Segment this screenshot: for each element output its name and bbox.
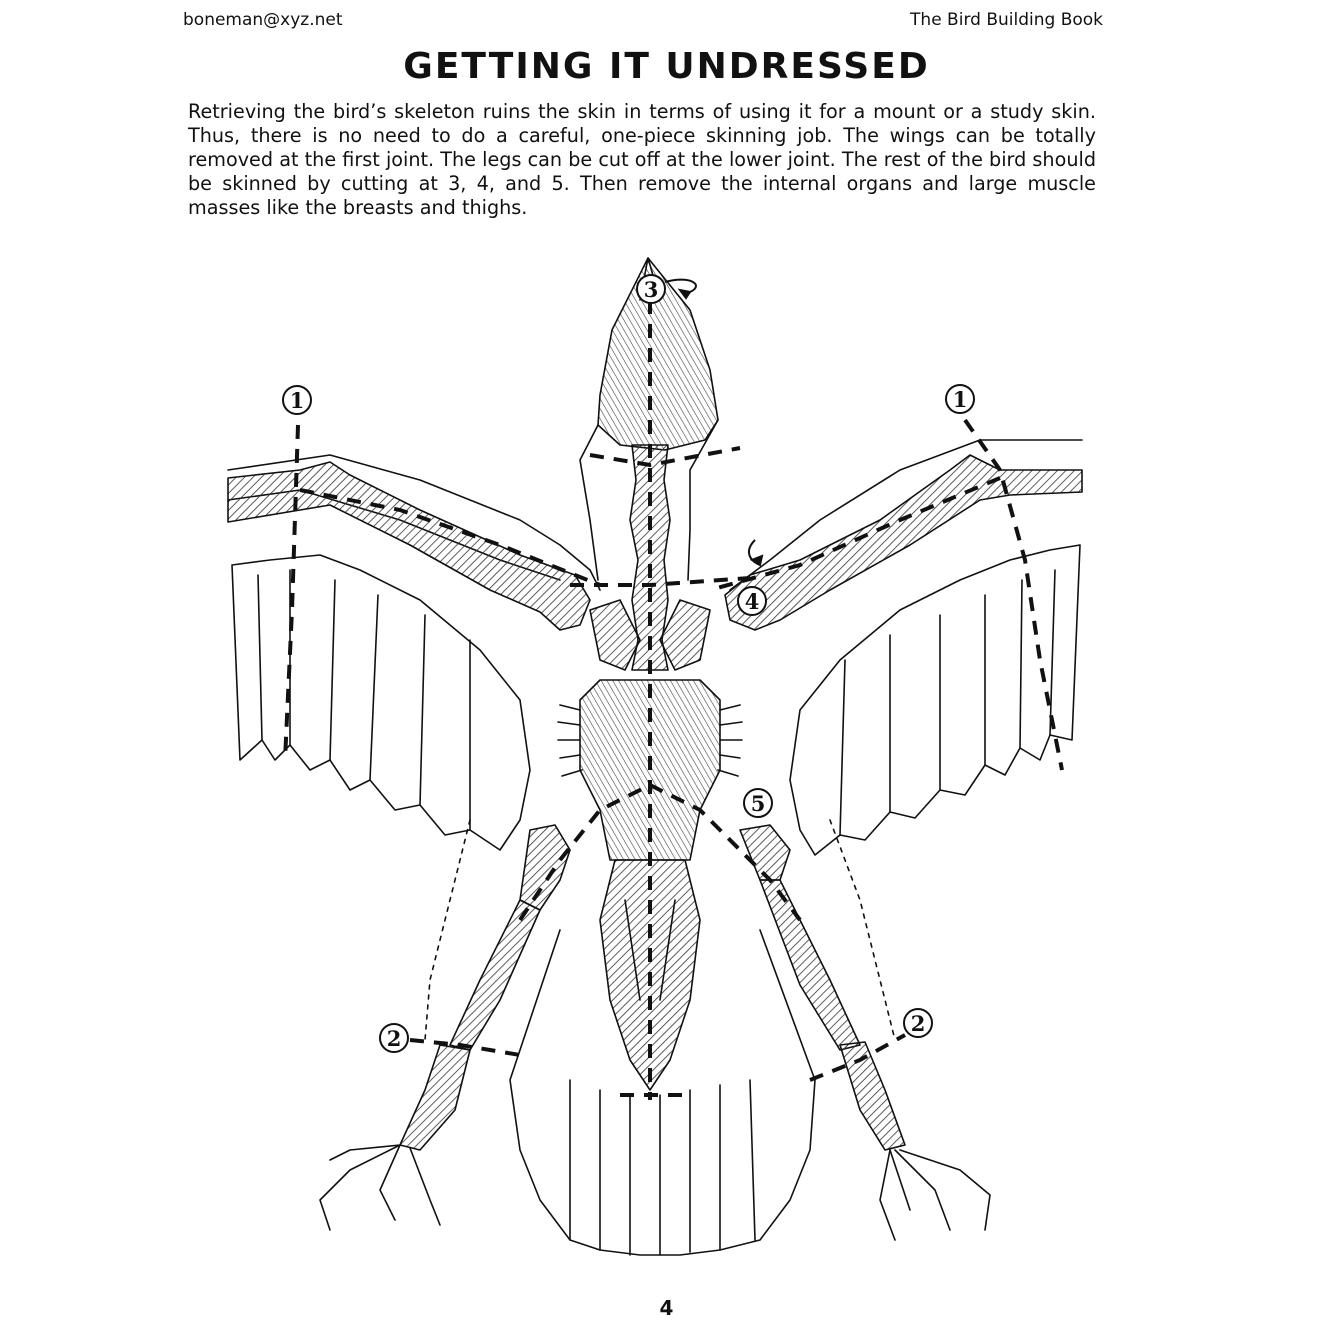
right-wing-feathers: [790, 545, 1080, 855]
left-wing-bone: [228, 462, 590, 630]
coracoid-left: [590, 600, 640, 670]
right-tarsus: [840, 1042, 905, 1150]
callout-2-left-label: 2: [386, 1026, 402, 1051]
left-wing-feathers: [232, 555, 530, 850]
coracoid-right: [660, 600, 710, 670]
left-femur: [520, 825, 570, 910]
right-tibia: [760, 880, 860, 1050]
left-tibia: [450, 900, 540, 1050]
header-book-title: The Bird Building Book: [910, 10, 1103, 30]
intro-paragraph: Retrieving the bird’s skeleton ruins the skin in terms of using it for a mount or a study skin. Thus, there is no need to do a careful, one-piece skinning job. The wings can be totally removed at the first joint. The legs can be cut off at the lower joint. The rest of the bird should be skinned by cutting at 3, 4, and 5. Then remove the internal organs and large muscle masses like the breasts and thighs.: [188, 100, 1096, 219]
callout-4-label: 4: [744, 589, 760, 614]
right-femur: [740, 825, 790, 880]
left-foot: [320, 1145, 440, 1230]
left-tarsus: [400, 1045, 470, 1150]
callout-1-right-label: 1: [952, 387, 968, 412]
page-title: GETTING IT UNDRESSED: [403, 46, 930, 87]
right-wing-bone: [725, 455, 1082, 630]
callout-5-label: 5: [750, 791, 766, 816]
header-email: boneman@xyz.net: [183, 10, 343, 30]
callout-1-left-label: 1: [289, 388, 305, 413]
callout-3-label: 3: [643, 277, 659, 302]
page-number: 4: [659, 1296, 674, 1320]
callout-2-right-label: 2: [910, 1011, 926, 1036]
right-foot: [880, 1150, 990, 1240]
